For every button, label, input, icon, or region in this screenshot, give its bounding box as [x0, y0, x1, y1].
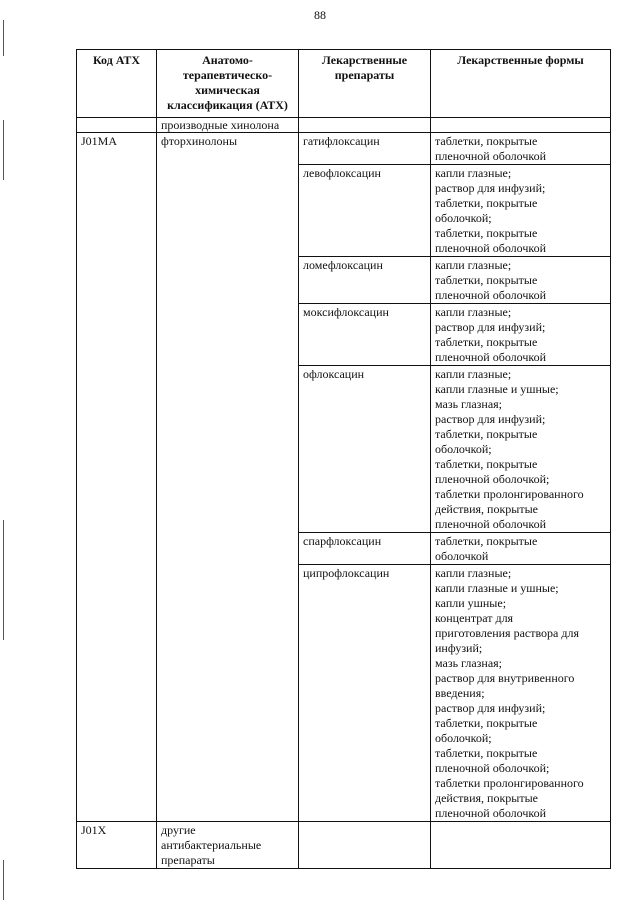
cell-forms: капли глазные; капли глазные и ушные; капли ушные; концентрат для приготовления раствора для инфузий; мазь глазная; раствор для внутривенного введения; раствор для инфузий; таблетки, покрытые оболочкой; таблетки, покрытые пленочной оболочкой; таблетки пролонгированного действия, покрытые пленочной оболочкой [431, 565, 611, 822]
cell-code [77, 118, 157, 133]
header-drugs: Лекарственные препараты [299, 50, 431, 118]
header-forms: Лекарственные формы [431, 50, 611, 118]
table-row-group [77, 118, 611, 133]
cell-forms [431, 822, 611, 869]
cell-forms: таблетки, покрытые оболочкой [431, 533, 611, 565]
scan-margin-mark [3, 20, 4, 56]
table-header-row [77, 50, 611, 118]
scan-margin-mark [3, 520, 4, 640]
cell-forms: капли глазные; раствор для инфузий; таблетки, покрытые пленочной оболочкой [431, 304, 611, 366]
page-number: 88 [314, 8, 326, 22]
cell-drug [299, 118, 431, 133]
cell-forms: капли глазные; раствор для инфузий; таблетки, покрытые оболочкой; таблетки, покрытые пленочной оболочкой [431, 165, 611, 257]
cell-drug [299, 822, 431, 869]
cell-code: J01MA [77, 133, 157, 822]
cell-forms: таблетки, покрытые пленочной оболочкой [431, 133, 611, 165]
cell-drug: спарфлоксацин [299, 533, 431, 565]
cell-drug: моксифлоксацин [299, 304, 431, 366]
cell-forms [431, 118, 611, 133]
cell-forms: капли глазные; капли глазные и ушные; мазь глазная; раствор для инфузий; таблетки, покрытые оболочкой; таблетки, покрытые пленочной оболочкой; таблетки пролонгированного действия, покрытые пленочной оболочкой [431, 366, 611, 533]
header-code: Код АТХ [77, 50, 157, 118]
cell-drug: гатифлоксацин [299, 133, 431, 165]
cell-code: J01X [77, 822, 157, 869]
header-classification: Анатомо-терапевтическо-химическая классификация (АТХ) [157, 50, 299, 118]
cell-drug: офлоксацин [299, 366, 431, 533]
scan-margin-mark [3, 120, 4, 180]
cell-classification: производные хинолона [157, 118, 299, 133]
cell-forms: капли глазные; таблетки, покрытые пленочной оболочкой [431, 257, 611, 304]
scan-margin-mark [3, 860, 4, 900]
table-row [77, 133, 611, 165]
cell-classification: фторхинолоны [157, 133, 299, 822]
cell-drug: левофлоксацин [299, 165, 431, 257]
cell-classification: другие антибактериальные препараты [157, 822, 299, 869]
table-row [77, 822, 611, 869]
cell-drug: ломефлоксацин [299, 257, 431, 304]
cell-drug: ципрофлоксацин [299, 565, 431, 822]
atx-drug-table [76, 49, 611, 869]
